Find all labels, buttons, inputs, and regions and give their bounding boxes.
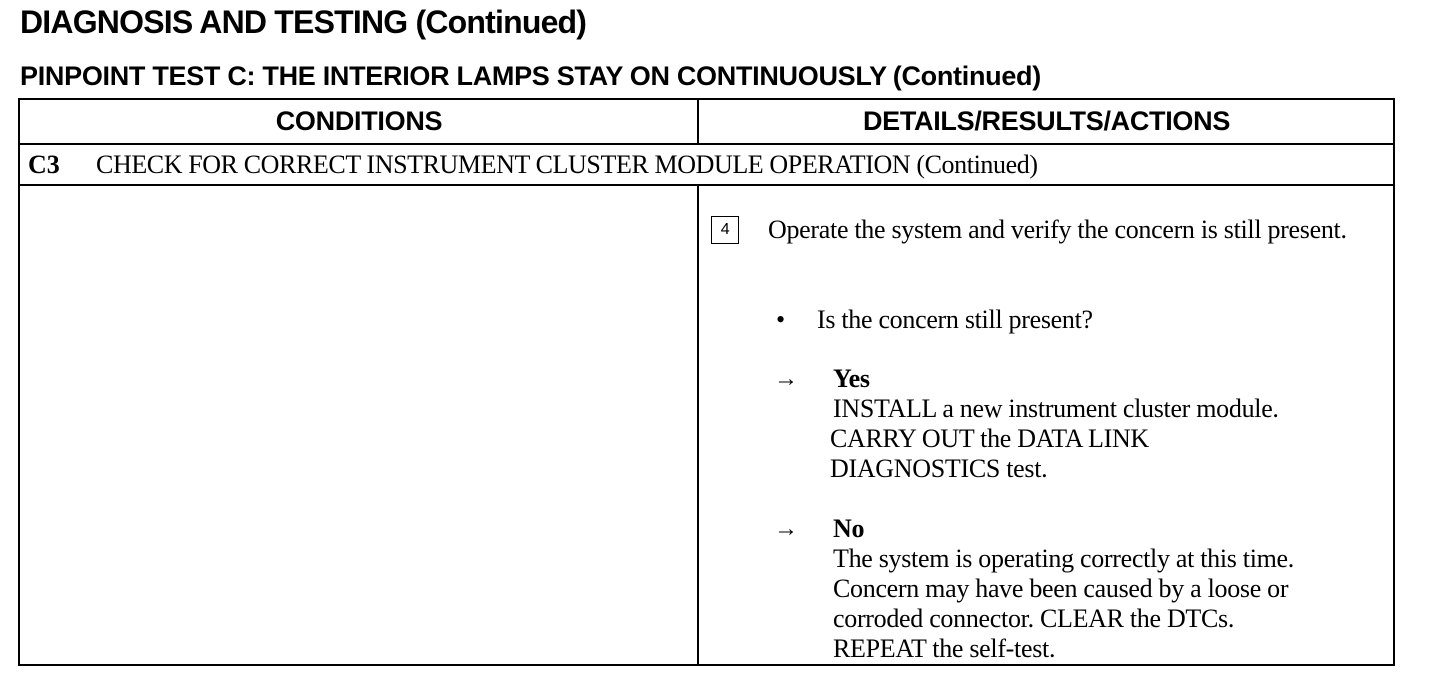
table-header-row: [20, 100, 1393, 145]
no-action-line: REPEAT the self-test.: [833, 634, 1056, 663]
yes-label: Yes: [833, 364, 870, 393]
pinpoint-test-title: [20, 58, 1041, 94]
yes-result: [830, 364, 1388, 484]
step-title: CHECK FOR CORRECT INSTRUMENT CLUSTER MODULE OPERATION (Continued): [96, 149, 1038, 179]
arrow-right-icon: →: [774, 366, 798, 392]
yes-action-line: DIAGNOSTICS test.: [830, 454, 1048, 483]
step-id: C3: [28, 149, 60, 179]
no-label: No: [833, 514, 865, 543]
arrow-right-icon: →: [774, 516, 798, 542]
pinpoint-test-name: PINPOINT TEST C: THE INTERIOR LAMPS STAY ON CONTINUOUSLY: [20, 61, 887, 91]
details-column-header: DETAILS/RESULTS/ACTIONS: [862, 106, 1231, 136]
pinpoint-test-table: [18, 98, 1395, 666]
column-divider: [697, 100, 699, 145]
no-action-line: Concern may have been caused by a loose or: [833, 574, 1289, 603]
details-cell: [700, 186, 1390, 664]
step-heading-row: [20, 145, 1393, 186]
conditions-column-header: CONDITIONS: [275, 106, 443, 136]
column-divider: [697, 186, 699, 666]
bullet-icon: •: [776, 305, 785, 334]
step-instruction: Operate the system and verify the concern is still present.: [768, 215, 1347, 244]
step-number-box: 4: [711, 216, 739, 244]
question-text: Is the concern still present?: [817, 305, 1093, 334]
yes-action-line: INSTALL a new instrument cluster module.: [833, 394, 1279, 423]
no-action-line: corroded connector. CLEAR the DTCs.: [833, 604, 1235, 633]
continued-label: (Continued): [892, 61, 1041, 91]
yes-action-line: CARRY OUT the DATA LINK: [830, 424, 1149, 453]
no-action-line: The system is operating correctly at this time.: [833, 544, 1294, 573]
page-title: DIAGNOSIS AND TESTING (Continued): [20, 4, 587, 40]
no-result: [833, 514, 1388, 664]
